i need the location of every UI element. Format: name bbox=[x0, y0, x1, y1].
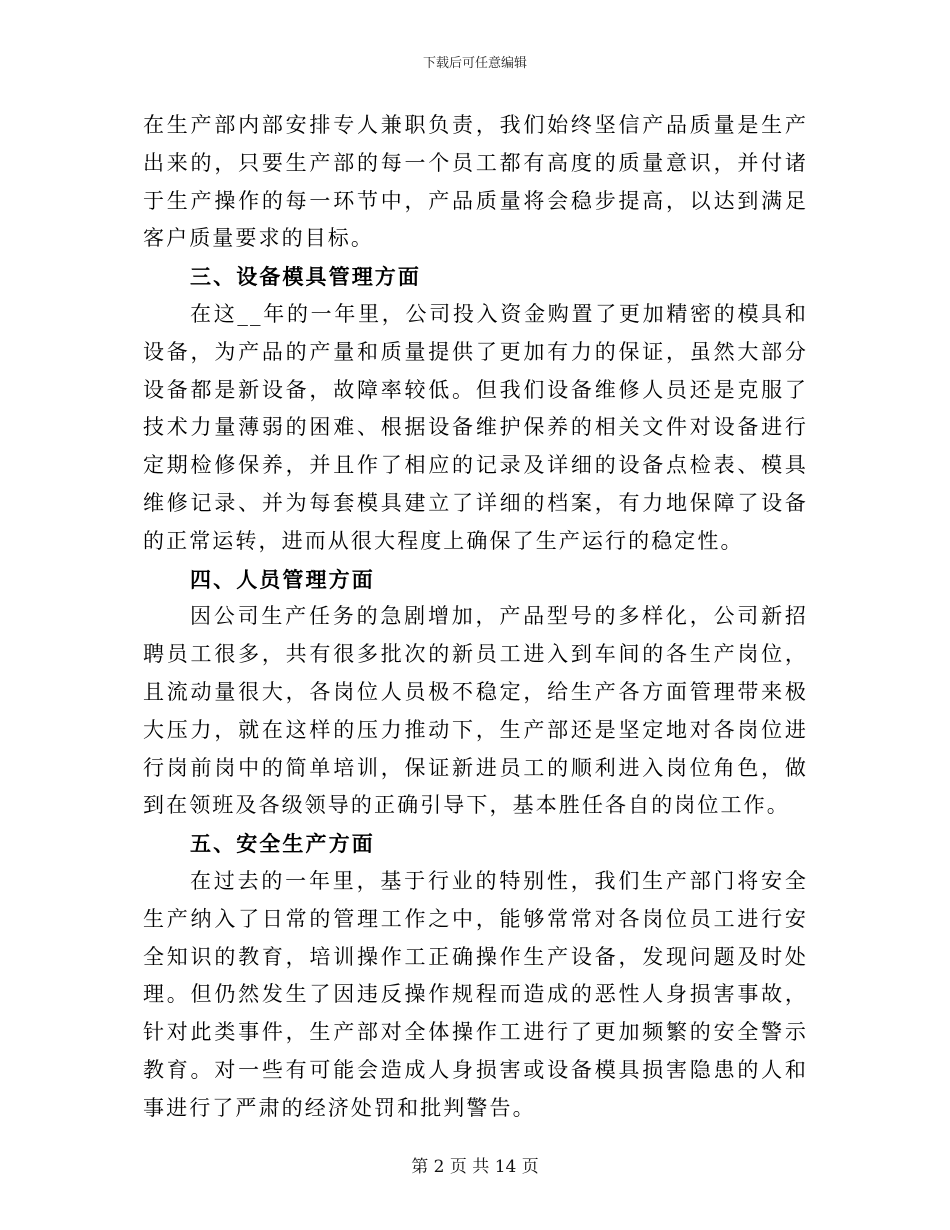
paragraph-quality-continued: 在生产部内部安排专人兼职负责，我们始终坚信产品质量是生产出来的，只要生产部的每一个员工都有高度的质量意识，并付诸于生产操作的每一环节中，产品质量将会稳步提高，以达到满足客户质量要求的目标。 bbox=[143, 113, 808, 251]
paragraph-safety: 在过去的一年里，基于行业的特别性，我们生产部门将安全生产纳入了日常的管理工作之中，能够常常对各岗位员工进行安全知识的教育，培训操作工正确操作生产设备，发现问题及时处理。但仍然发生了因违反操作规程而造成的恶性人身损害事故，针对此类事件，生产部对全体操作工进行了更加频繁的安全警示教育。对一些有可能会造成人身损害或设备模具损害隐患的人和事进行了严肃的经济处罚和批判警告。 bbox=[143, 868, 808, 1120]
document-body bbox=[143, 107, 808, 1128]
section-heading-safety: 五、安全生产方面 bbox=[190, 831, 375, 857]
paragraph-equipment: 在这__年的一年里，公司投入资金购置了更加精密的模具和设备，为产品的产量和质量提供了更加有力的保证，虽然大部分设备都是新设备，故障率较低。但我们设备维修人员还是克服了技术力量薄弱的困难、根据设备维护保养的相关文件对设备进行定期检修保养，并且作了相应的记录及详细的设备点检表、模具维修记录、并为每套模具建立了详细的档案，有力地保障了设备的正常运转，进而从很大程度上确保了生产运行的稳定性。 bbox=[143, 301, 808, 553]
page-header: 下载后可任意编辑 bbox=[422, 56, 527, 71]
section-heading-equipment: 三、设备模具管理方面 bbox=[190, 264, 421, 290]
paragraph-personnel: 因公司生产任务的急剧增加，产品型号的多样化，公司新招聘员工很多，共有很多批次的新员工进入到车间的各生产岗位，且流动量很大，各岗位人员极不稳定，给生产各方面管理带来极大压力，就在这样的压力推动下，生产部还是坚定地对各岗位进行岗前岗中的简单培训，保证新进员工的顺利进入岗位角色，做到在领班及各级领导的正确引导下，基本胜任各自的岗位工作。 bbox=[143, 604, 808, 818]
section-heading-personnel: 四、人员管理方面 bbox=[190, 566, 375, 592]
page-number-footer: 第 2 页 共 14 页 bbox=[411, 1157, 539, 1177]
